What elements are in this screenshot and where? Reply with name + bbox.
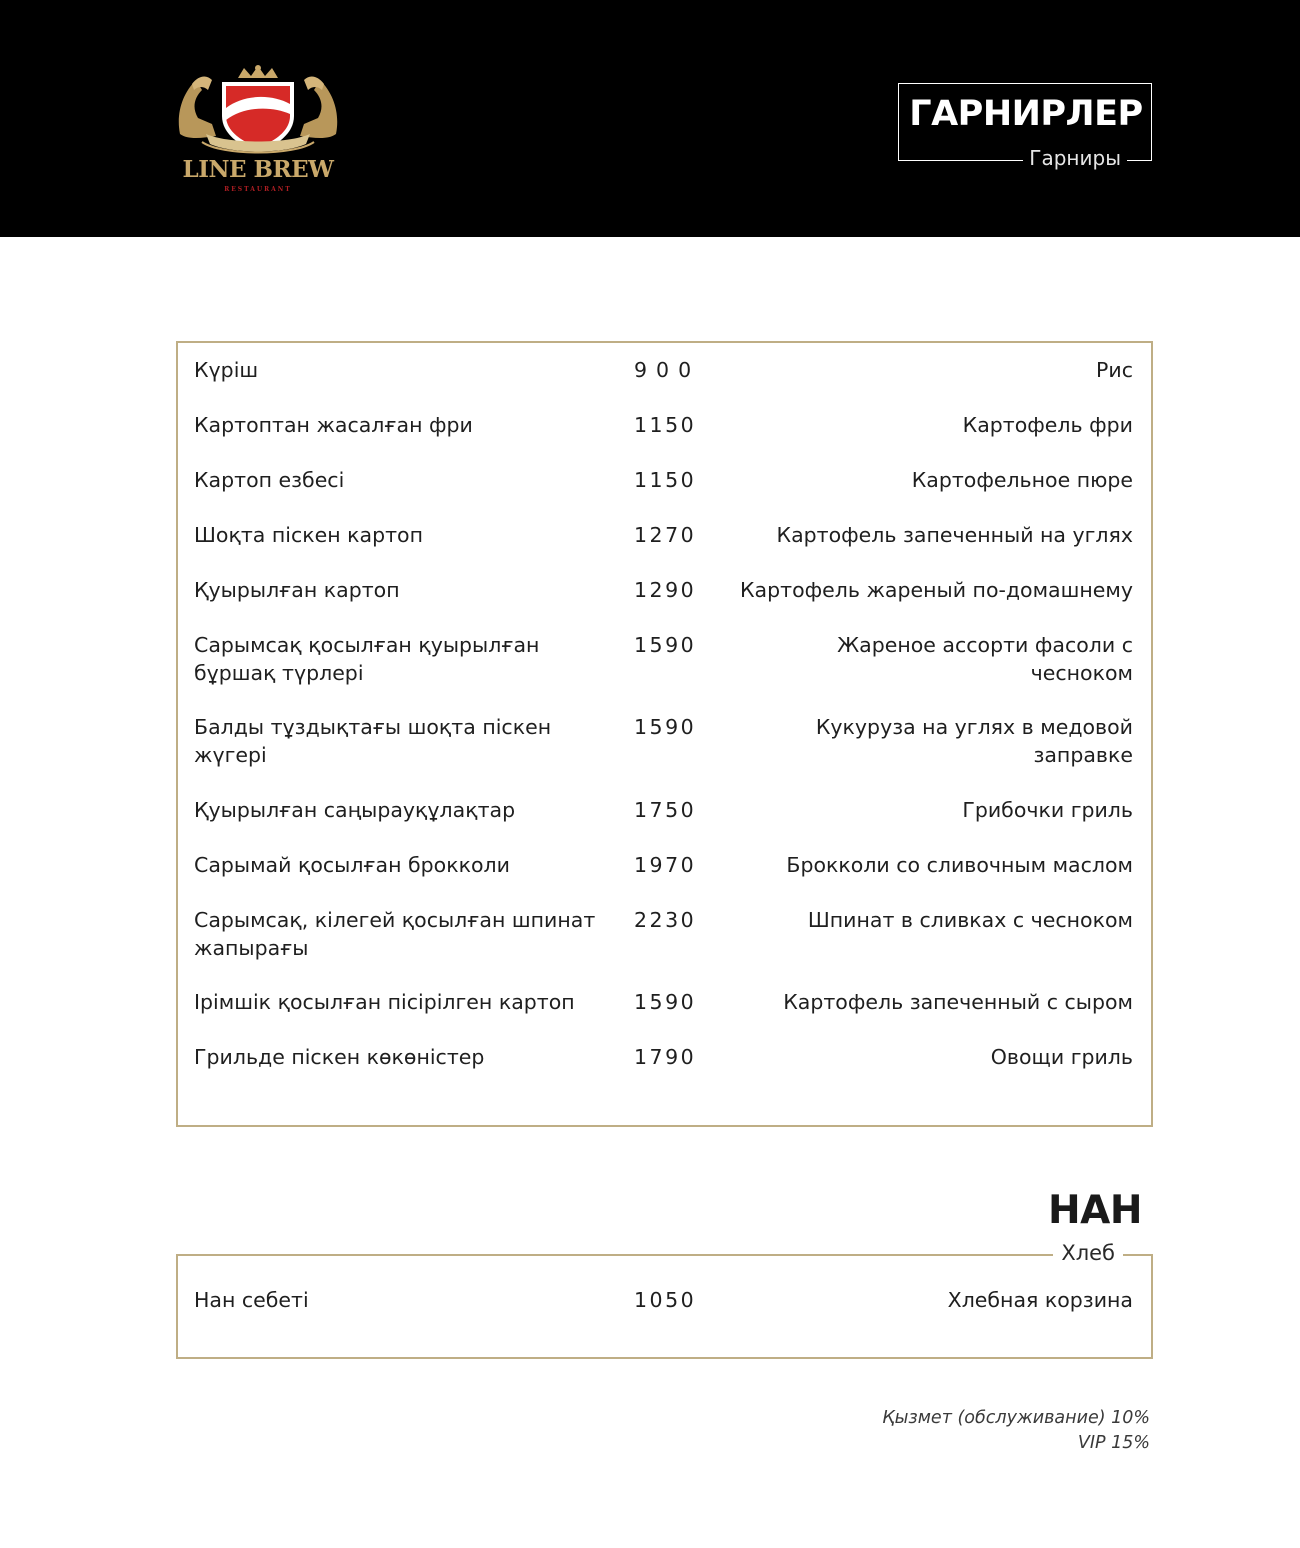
menu-item-name-ru: Жареное ассорти фасоли с чесноком: [837, 633, 1133, 685]
menu-item-price: 1590: [634, 633, 697, 657]
menu-item-name-ru: Картофельное пюре: [911, 468, 1133, 492]
menu-item-name-kz: Картоптан жасалған фри: [194, 413, 473, 437]
menu-item-name-kz: Сарымсақ қосылған қуырылған бұршақ түрлері: [194, 633, 540, 685]
menu-item-price: 1290: [634, 578, 697, 602]
menu-item-name-kz: Картоп езбесі: [194, 468, 345, 492]
menu-item-price: 1150: [634, 413, 697, 437]
menu-item-name-ru: Картофель фри: [962, 413, 1133, 437]
menu-item-name-ru: Картофель запеченный на углях: [776, 523, 1133, 547]
menu-item-price: 1590: [634, 715, 697, 739]
menu-item-name-ru: Хлебная корзина: [947, 1288, 1133, 1312]
garnish-menu-list: [176, 341, 1153, 1127]
menu-item-name-kz: Қуырылған саңырауқұлақтар: [194, 798, 516, 822]
menu-item-price: 1270: [634, 523, 697, 547]
menu-item-name-ru: Рис: [1096, 358, 1133, 382]
menu-item-name-kz: Нан себеті: [194, 1288, 309, 1312]
menu-item-price: 1050: [634, 1288, 697, 1312]
menu-item-name-ru: Шпинат в сливках с чесноком: [807, 908, 1133, 932]
menu-item-price: 1750: [634, 798, 697, 822]
service-charge-text: Қызмет (обслуживание) 10%: [882, 1408, 1150, 1428]
crest-icon: [172, 64, 344, 164]
menu-item-name-kz: Сарымсақ, кілегей қосылған шпинат жапырағы: [194, 908, 596, 960]
section-subtitle: Гарниры: [1023, 146, 1127, 170]
menu-item-price: 1790: [634, 1045, 697, 1069]
vip-charge-text: VIP 15%: [1077, 1433, 1150, 1453]
service-charge-note: [882, 1406, 1150, 1456]
menu-item-name-ru: Брокколи со сливочным маслом: [786, 853, 1133, 877]
menu-item-price: 1590: [634, 990, 697, 1014]
menu-item-name-ru: Овощи гриль: [990, 1045, 1133, 1069]
bread-section-title: НАН: [1048, 1188, 1142, 1233]
menu-item-price: 2230: [634, 908, 697, 932]
menu-item-price: 900: [634, 358, 701, 382]
logo-subtext: RESTAURANT: [224, 186, 292, 193]
page-header: [0, 0, 1300, 237]
menu-item-name-kz: Балды тұздықтағы шоқта піскен жүгері: [194, 715, 552, 767]
bread-menu-list: [176, 1241, 1153, 1359]
menu-item-name-kz: Шоқта піскен картоп: [194, 523, 423, 547]
bread-section-subtitle: Хлеб: [1053, 1239, 1123, 1267]
menu-item-name-kz: Ірімшік қосылған пісірілген картоп: [194, 990, 575, 1014]
menu-item-name-ru: Кукуруза на углях в медовой заправке: [815, 715, 1133, 767]
section-title-box: [898, 83, 1152, 170]
menu-item-price: 1970: [634, 853, 697, 877]
logo-wordmark: LINE BREW: [182, 156, 334, 183]
menu-item-name-kz: Сарымай қосылған брокколи: [194, 853, 510, 877]
menu-item-price: 1150: [634, 468, 697, 492]
menu-item-name-kz: Қуырылған картоп: [194, 578, 400, 602]
menu-item-name-ru: Картофель жареный по-домашнему: [740, 578, 1133, 602]
menu-item-name-ru: Грибочки гриль: [962, 798, 1133, 822]
menu-item-name-kz: Күріш: [194, 358, 259, 382]
restaurant-logo: [172, 64, 344, 198]
menu-item-name-ru: Картофель запеченный с сыром: [783, 990, 1133, 1014]
section-title: ГАРНИРЛЕР: [909, 94, 1143, 134]
menu-item-name-kz: Грильде піскен көкөністер: [194, 1045, 485, 1069]
